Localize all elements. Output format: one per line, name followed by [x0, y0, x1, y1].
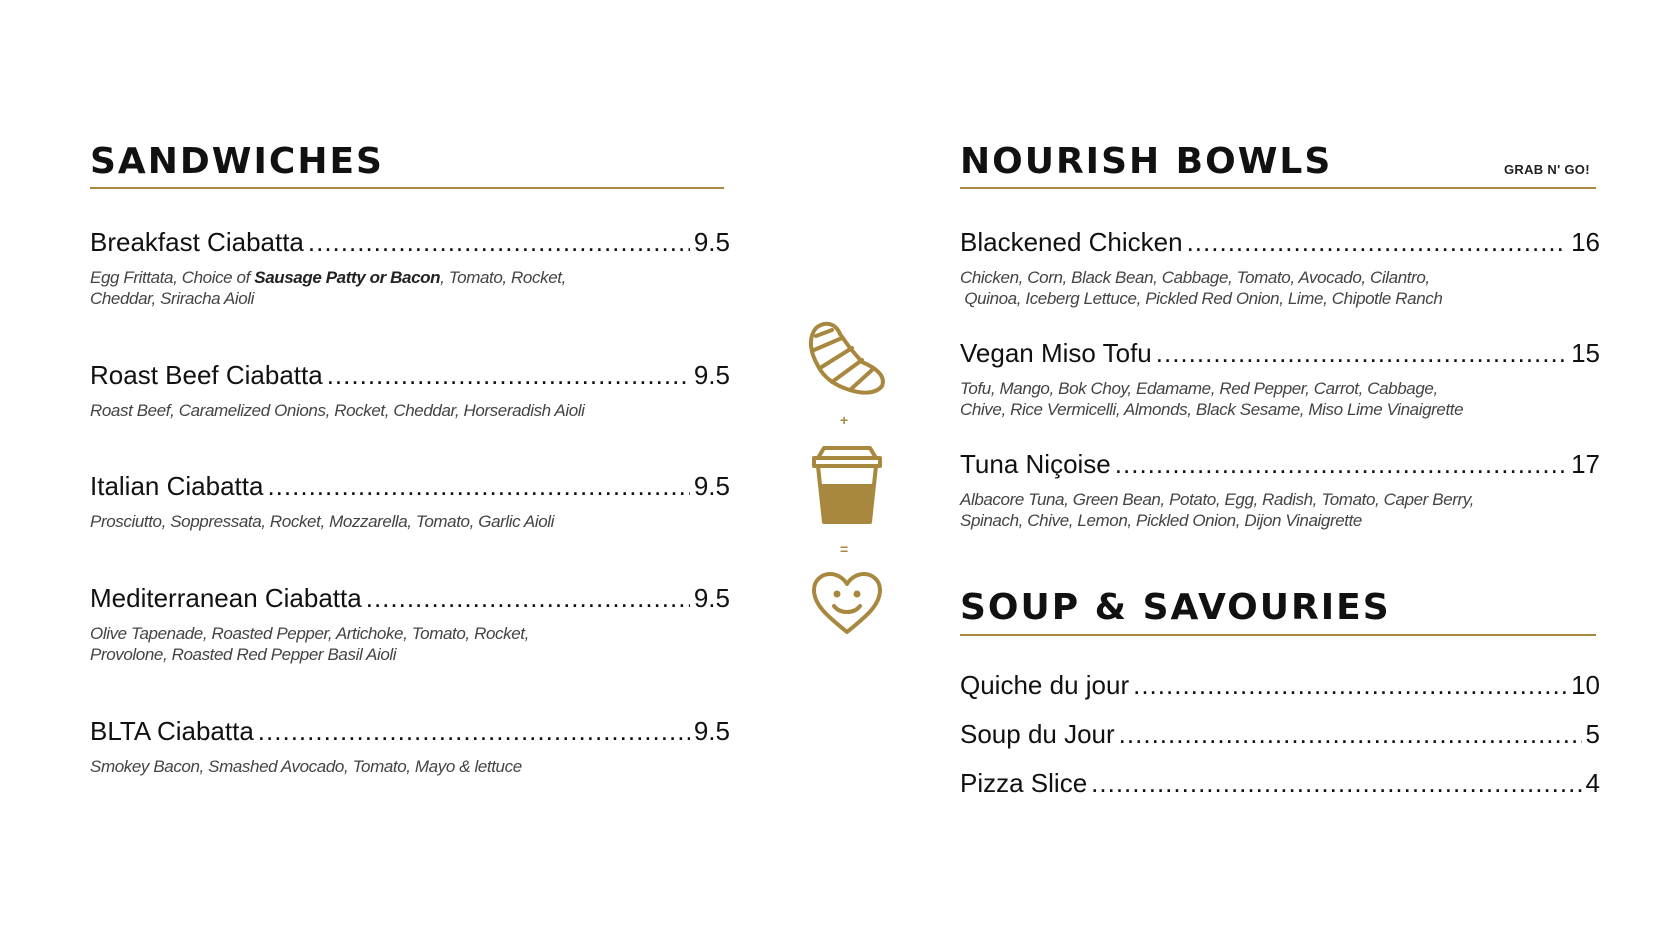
nourish-bowls-title: NOURISH BOWLS	[960, 141, 1333, 182]
item-name: Italian Ciabatta	[90, 471, 264, 501]
description-text: , Tomato, Rocket,	[440, 268, 566, 287]
croissant-icon	[806, 318, 888, 396]
menu-item-quiche-du-jour	[960, 670, 1600, 700]
dot-leader	[1187, 227, 1568, 257]
menu-item-pizza-slice	[960, 768, 1600, 798]
item-description	[90, 623, 690, 665]
grab-n-go-tag: GRAB N' GO!	[1504, 162, 1590, 177]
soup-savouries-title: SOUP & SAVOURIES	[960, 587, 1391, 628]
menu-item-tuna-nicoise	[960, 449, 1600, 479]
menu-item-italian-ciabatta	[90, 471, 730, 501]
dot-leader	[1115, 449, 1567, 479]
item-name: Blackened Chicken	[960, 227, 1183, 257]
item-price: 17	[1571, 449, 1600, 479]
menu-item-vegan-miso-tofu	[960, 338, 1600, 368]
equals-sign: =	[840, 541, 849, 557]
dot-leader	[327, 360, 690, 390]
item-price: 4	[1585, 768, 1600, 798]
menu-item-mediterranean-ciabatta	[90, 583, 730, 613]
item-name: Vegan Miso Tofu	[960, 338, 1152, 368]
item-description	[960, 267, 1580, 309]
item-description	[90, 267, 650, 309]
dot-leader	[1119, 719, 1582, 749]
item-price: 9.5	[693, 583, 730, 613]
item-description: Roast Beef, Caramelized Onions, Rocket, Cheddar, Horseradish Aioli	[90, 401, 585, 420]
dot-leader	[1133, 670, 1567, 700]
item-description	[960, 378, 1580, 420]
dot-leader	[267, 471, 689, 501]
item-price: 9.5	[693, 227, 730, 257]
sandwiches-title: SANDWICHES	[90, 141, 384, 182]
item-price: 16	[1571, 227, 1600, 257]
item-name: Tuna Niçoise	[960, 449, 1111, 479]
description-text: Cheddar, Sriracha Aioli	[90, 289, 255, 308]
item-description: Smokey Bacon, Smashed Avocado, Tomato, Mayo & lettuce	[90, 757, 522, 776]
item-name: Soup du Jour	[960, 719, 1115, 749]
plus-sign: +	[840, 412, 849, 428]
description-text: Egg Frittata, Choice of	[90, 268, 255, 287]
description-highlight: Sausage Patty or Bacon	[254, 268, 441, 287]
item-name: BLTA Ciabatta	[90, 716, 254, 746]
nourish-bowls-divider	[960, 187, 1596, 189]
description-text: Tofu, Mango, Bok Choy, Edamame, Red Pepper, Carrot, Cabbage,	[960, 379, 1438, 398]
item-name: Quiche du jour	[960, 670, 1130, 700]
dot-leader	[1091, 768, 1581, 798]
description-text: Olive Tapenade, Roasted Pepper, Artichoke, Tomato, Rocket,	[90, 624, 529, 643]
menu-item-roast-beef-ciabatta	[90, 360, 730, 390]
dot-leader	[258, 716, 690, 746]
item-price: 15	[1571, 338, 1600, 368]
item-price: 5	[1585, 719, 1600, 749]
item-price: 9.5	[693, 471, 730, 501]
item-name: Pizza Slice	[960, 768, 1088, 798]
heart-smile-icon	[810, 570, 884, 636]
item-description: Prosciutto, Soppressata, Rocket, Mozzarella, Tomato, Garlic Aioli	[90, 512, 555, 531]
description-text: Albacore Tuna, Green Bean, Potato, Egg, Radish, Tomato, Caper Berry,	[960, 490, 1474, 509]
item-price: 10	[1571, 670, 1600, 700]
menu-item-soup-du-jour	[960, 719, 1600, 749]
dot-leader	[366, 583, 690, 613]
soup-savouries-divider	[960, 634, 1596, 636]
coffee-cup-icon	[810, 444, 884, 526]
item-name: Breakfast Ciabatta	[90, 227, 304, 257]
item-price: 9.5	[693, 360, 730, 390]
dot-leader	[1156, 338, 1567, 368]
menu-item-blta-ciabatta	[90, 716, 730, 746]
item-name: Mediterranean Ciabatta	[90, 583, 362, 613]
item-price: 9.5	[693, 716, 730, 746]
description-text: Provolone, Roasted Red Pepper Basil Aioli	[90, 645, 397, 664]
description-text: Spinach, Chive, Lemon, Pickled Onion, Dijon Vinaigrette	[960, 511, 1362, 530]
dot-leader	[308, 227, 690, 257]
description-text: Quinoa, Iceberg Lettuce, Pickled Red Onion, Lime, Chipotle Ranch	[960, 289, 1443, 308]
description-text: Chive, Rice Vermicelli, Almonds, Black Sesame, Miso Lime Vinaigrette	[960, 400, 1464, 419]
menu-item-blackened-chicken	[960, 227, 1600, 257]
item-name: Roast Beef Ciabatta	[90, 360, 323, 390]
menu-item-breakfast-ciabatta	[90, 227, 730, 257]
description-text: Chicken, Corn, Black Bean, Cabbage, Tomato, Avocado, Cilantro,	[960, 268, 1430, 287]
sandwiches-divider	[90, 187, 724, 189]
item-description	[960, 489, 1580, 531]
